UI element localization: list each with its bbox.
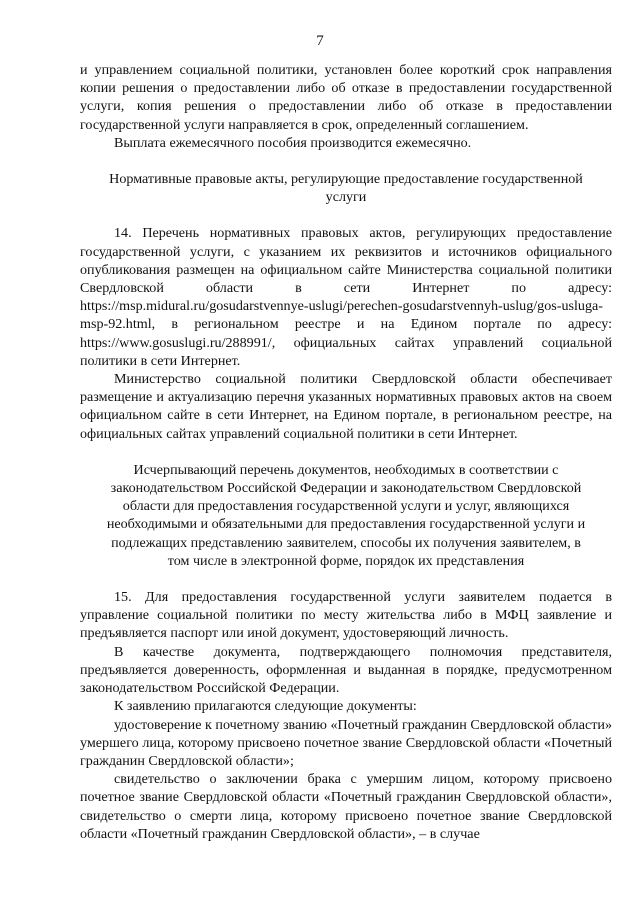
section-heading-legal-acts: Нормативные правовые акты, регулирующие предоставление государственной услуги <box>109 171 583 206</box>
paragraph-representative-authority: В качестве документа, подтверждающего полномочия представителя, предъявляется доверенность, оформленная и выданная в порядке, предусмотренном законодательством Российской Федерации. <box>80 643 612 697</box>
paragraph-item-14: 14. Перечень нормативных правовых актов, регулирующих предоставление государственной услуги, с указанием их реквизитов и источников официального опубликования размещен на официальном сайте Министерства социальной политики Свердловской области в сети Интернет по адресу: https://msp.midural.ru/gosudarstvennye-uslugi/perechen-gosudarstvennyh-uslug/gos-usluga-msp-92.html, в региональном реестре и на Едином портале по адресу: https://www.gosuslugi.ru/288991/, официальных сайтах управлений социальной политики в сети Интернет. <box>80 225 612 369</box>
paragraph-ministry-updates: Министерство социальной политики Свердловской области обеспечивает размещение и актуализацию перечня указанных нормативных правовых актов на своем официальном сайте в сети Интернет, на Едином портале, в региональном реестре, на официальных сайтах управлений социальной политики в сети Интернет. <box>80 371 612 442</box>
paragraph-attached-documents-intro: К заявлению прилагаются следующие документы: <box>114 698 417 715</box>
paragraph-payment-frequency: Выплата ежемесячного пособия производится ежемесячно. <box>114 134 472 151</box>
page-number: 7 <box>316 33 324 49</box>
page-content <box>80 61 612 843</box>
paragraph-item-15: 15. Для предоставления государственной услуги заявителем подается в управление социальной политики по месту жительства либо в МФЦ заявление и предъявляется паспорт или иной документ, удостоверяющий личность. <box>80 589 612 642</box>
paragraph-marriage-death-certificates: свидетельство о заключении брака с умершим лицом, которому присвоено почетное звание Свердловской области «Почетный гражданин Свердловской области», свидетельство о смерти лица, которому присвоено почетное звание Свердловской области «Почетный гражданин Свердловской области», – в случае <box>80 771 612 842</box>
paragraph-honorary-certificate: удостоверение к почетному званию «Почетный гражданин Свердловской области» умершего лица, которому присвоено почетное звание Свердловской области «Почетный гражданин Свердловской области»; <box>80 716 612 769</box>
paragraph-decision-deadline: и управлением социальной политики, установлен более короткий срок направления копии решения о предоставлении либо об отказе в предоставлении государственной услуги, копия решения о предоставлении либо об отказе в предоставлении государственной услуги направляется в срок, определенный соглашением. <box>80 62 612 133</box>
section-heading-required-documents: Исчерпывающий перечень документов, необходимых в соответствии с законодательством Российской Федерации и законодательством Свердловской области для предоставления государственной услуги и услуг, являющихся необходимыми и обязательными для предоставления государственной услуги и подлежащих представлению заявителем, способы их получения заявителем, в том числе в электронной форме, порядок их представления <box>106 461 586 569</box>
